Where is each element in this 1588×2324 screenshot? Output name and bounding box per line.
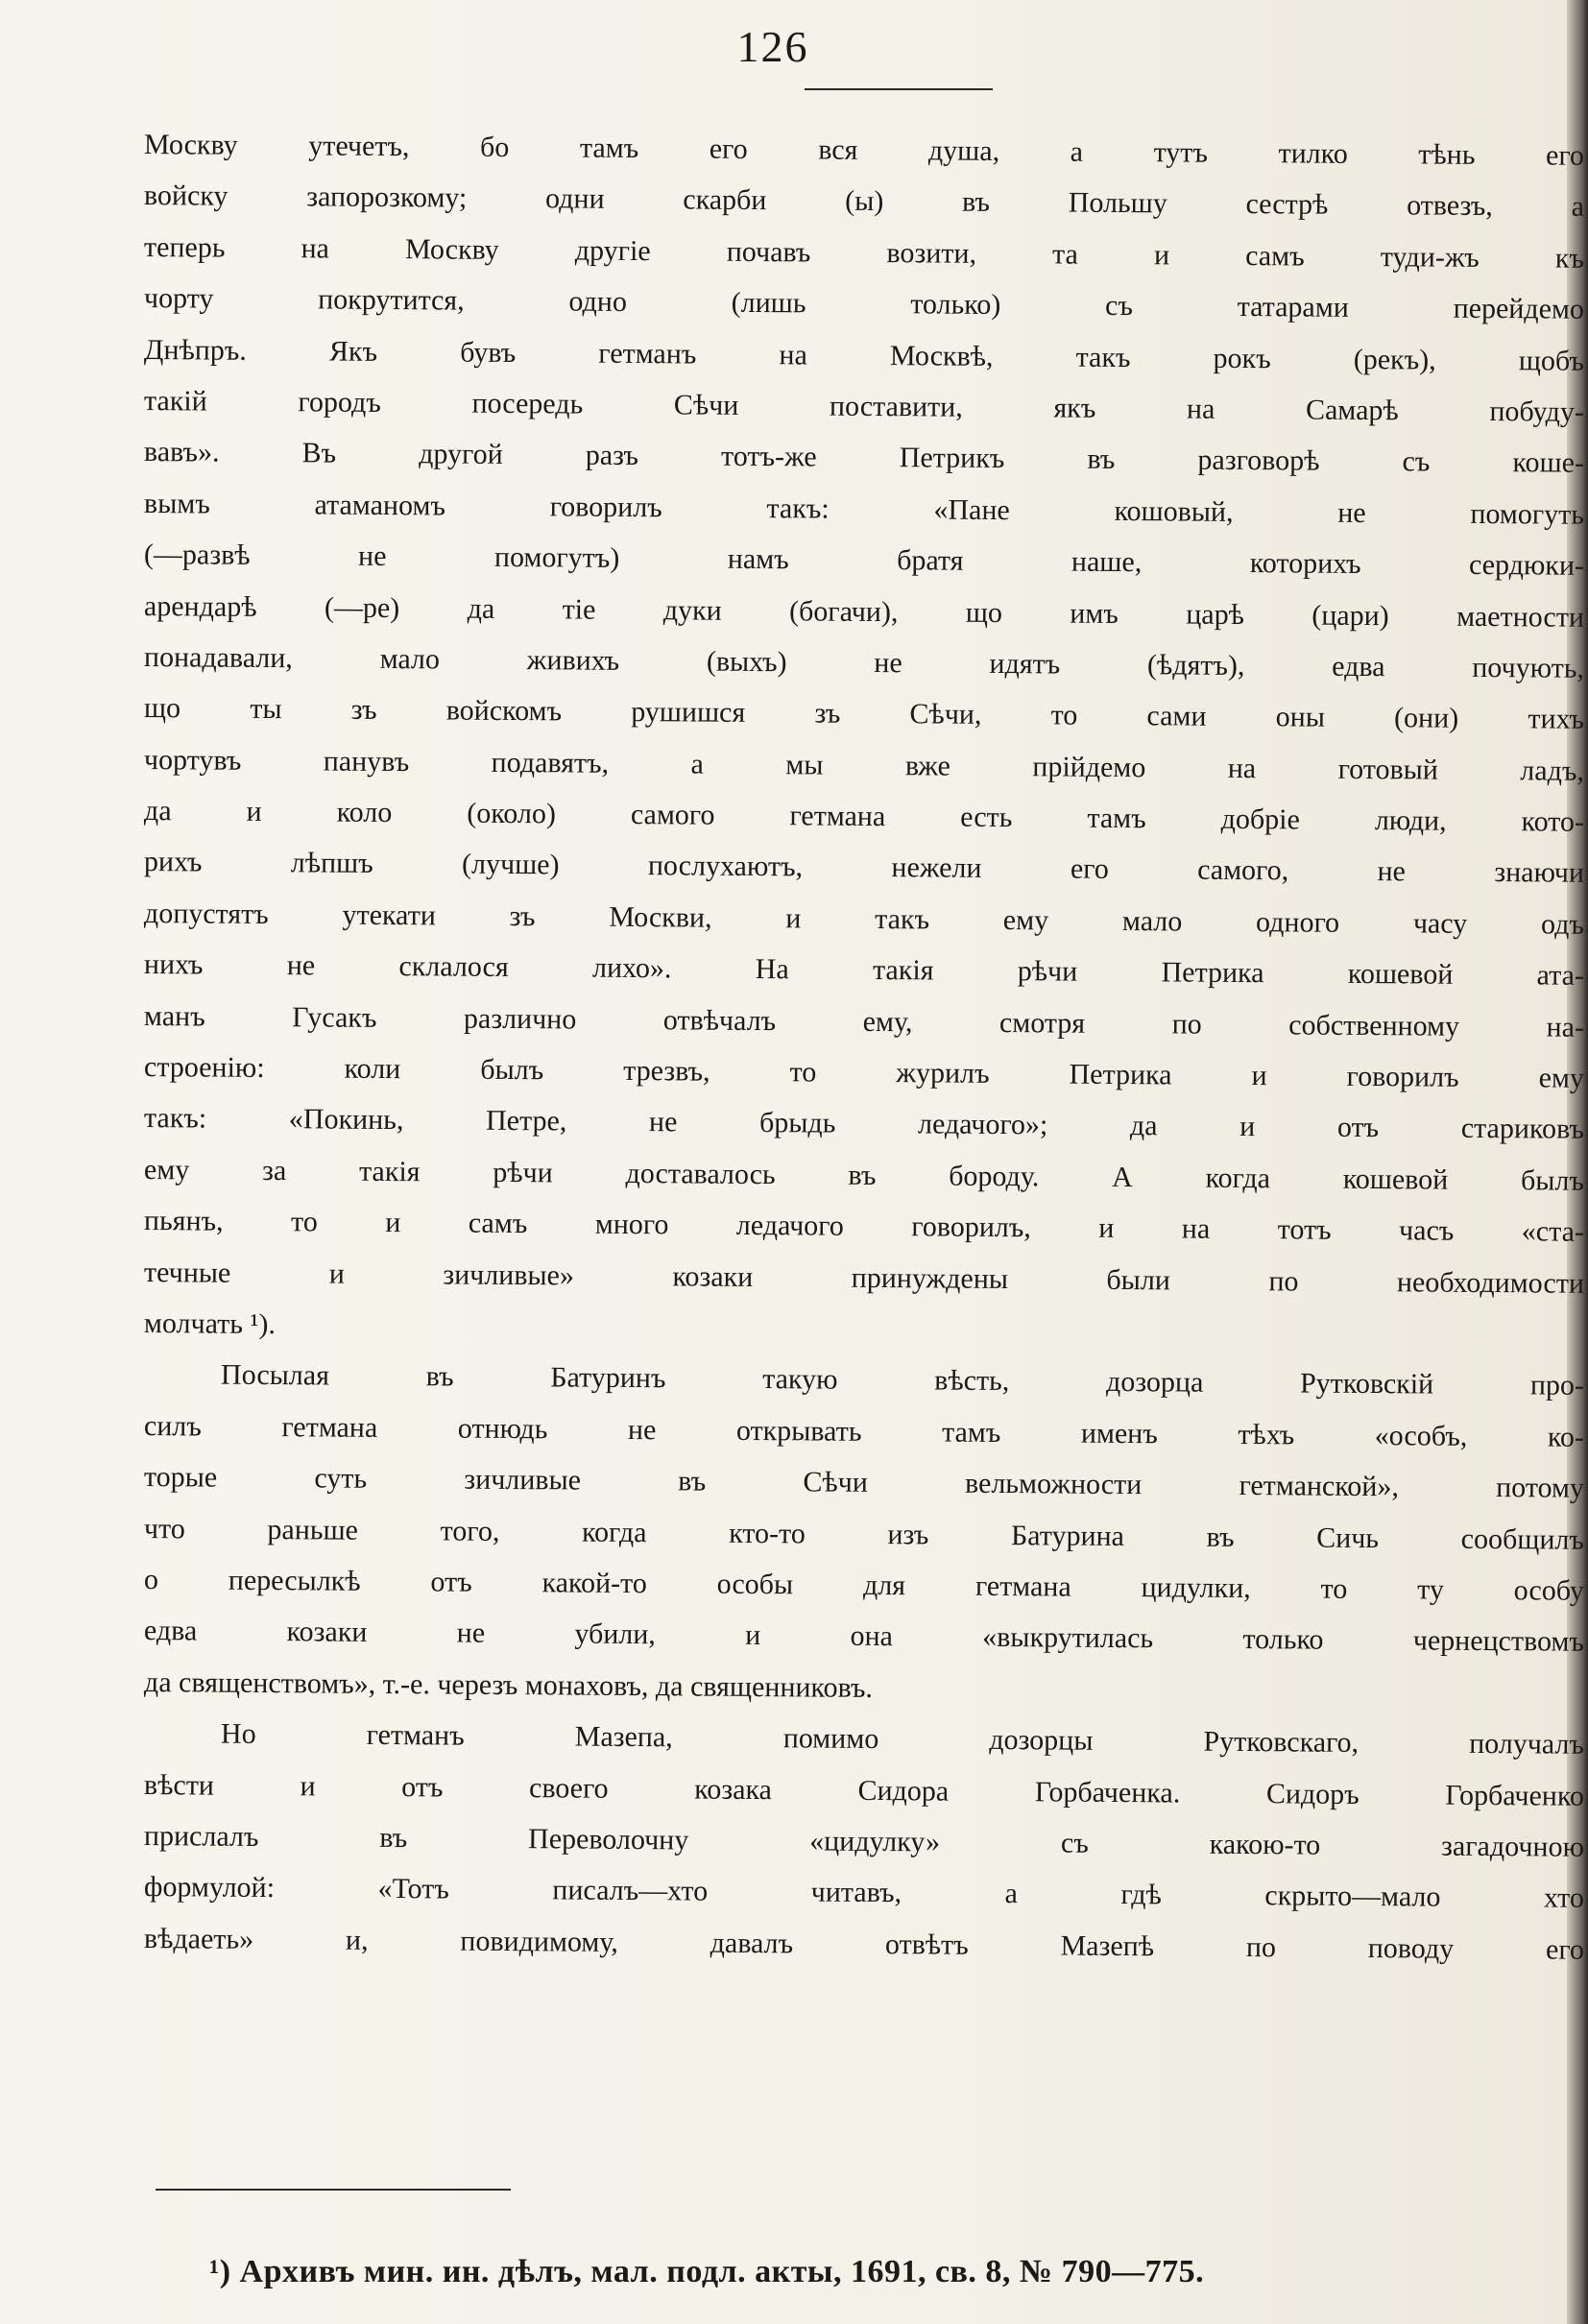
text-line: рихъ лѣпшъ (лучше) послухаютъ, нежели его самого, не знаючи — [143, 846, 1585, 890]
text-line: вѣдаеть» и, повидимому, давалъ отвѣтъ Мазепѣ по поводу его — [143, 1922, 1585, 1966]
text-line: силъ гетмана отнюдь не открывать тамъ именъ тѣхъ «особъ, ко- — [143, 1409, 1585, 1453]
text-line: формулой: «Тотъ писалъ—хто читавъ, а гдѣ скрыто—мало хто — [143, 1871, 1585, 1915]
text-line: що ты зъ войскомъ рушишся зъ Сѣчи, то сами оны (они) тихъ — [143, 692, 1585, 736]
text-line: молчать ¹). — [143, 1306, 277, 1341]
text-line: прислалъ въ Переволочну «цидулку» съ какою-то загадочною — [143, 1819, 1585, 1863]
text-line: нихъ не склалося лихо». На такія рѣчи Петрика кошевой ата- — [143, 948, 1585, 993]
text-line: едва козаки не убили, и она «выкрутилась только чернецствомъ — [143, 1615, 1585, 1659]
header-rule — [805, 88, 993, 90]
text-line: манъ Гусакъ различно отвѣчалъ ему, смотря по собственному на- — [143, 999, 1585, 1043]
text-line: да священствомъ», т.-е. черезъ монаховъ, да священниковъ. — [143, 1665, 874, 1704]
text-line: торые суть зичливые въ Сѣчи вельможности гетманской», потому — [143, 1461, 1585, 1504]
text-line: войску запорозкому; одни скарби (ы) въ Польшу сестрѣ отвезъ, а — [143, 180, 1585, 224]
text-line: Днѣпръ. Якъ бувъ гетманъ на Москвѣ, такъ рокъ (рекъ), щобъ — [143, 333, 1585, 377]
text-line: течные и зичливые» козаки принуждены были по необходимости — [143, 1256, 1585, 1300]
text-line: такъ: «Покинь, Петре, не брыдь ледачого»; да и отъ стариковъ — [143, 1102, 1585, 1146]
text-line: ему за такія рѣчи доставалось въ бороду. А когда кошевой былъ — [143, 1153, 1585, 1197]
text-line: допустятъ утекати зъ Москви, и такъ ему мало одного часу одъ — [143, 897, 1585, 941]
text-line: такій городъ посередь Сѣчи поставити, якъ на Самарѣ побуду- — [143, 384, 1585, 428]
footnote-rule — [156, 2189, 511, 2191]
footnote: ¹) Архивъ мин. ин. дѣлъ, мал. подл. акты, 1691, св. 8, № 790—775. — [209, 2254, 1205, 2289]
text-line: вавъ». Въ другой разъ тотъ-же Петрикъ въ разговорѣ съ коше- — [143, 436, 1585, 480]
text-line: арендарѣ (—ре) да тіе дуки (богачи), що имъ царѣ (цари) маетности — [143, 589, 1585, 634]
text-line: пьянъ, то и самъ много ледачого говорилъ, и на тотъ часъ «ста- — [143, 1205, 1585, 1248]
text-line: чорту покрутится, одно (лишь только) съ татарами перейдемо — [143, 282, 1585, 325]
text-line: понадавали, мало живихъ (выхъ) не идятъ (ѣдятъ), едва почують, — [143, 640, 1585, 684]
text-line: что раньше того, когда кто-то изъ Батурина въ Сичь сообщилъ — [143, 1512, 1585, 1556]
text-line: о пересылкѣ отъ какой-то особы для гетмана цидулки, то ту особу — [143, 1563, 1585, 1607]
text-line: строенію: коли былъ трезвъ, то журилъ Петрика и говорилъ ему — [143, 1051, 1585, 1094]
text-line: чортувъ панувъ подавятъ, а мы вже прійдемо на готовый ладъ, — [143, 743, 1585, 787]
text-line: Посылая въ Батуринъ такую вѣсть, дозорца Рутковскій про- — [220, 1359, 1585, 1402]
text-line: да и коло (около) самого гетмана есть тамъ добріе люди, кото- — [143, 795, 1585, 838]
text-line: вѣсти и отъ своего козака Сидора Горбаченка. Сидоръ Горбаченко — [143, 1768, 1585, 1812]
page-number: 126 — [736, 22, 809, 71]
text-line: вымъ атаманомъ говорилъ такъ: «Пане кошовый, не помогуть — [143, 487, 1585, 531]
body-text — [144, 119, 1584, 1964]
text-line: теперь на Москву другіе почавъ возити, та и самъ туди-жъ къ — [143, 230, 1585, 275]
text-line: (—развѣ не помогутъ) намъ братя наше, которихъ сердюки- — [143, 539, 1585, 582]
text-line: Москву утечетъ, бо тамъ его вся душа, а тутъ тилко тѣнь его — [143, 129, 1585, 172]
text-line: Но гетманъ Мазепа, помимо дозорцы Рутковскаго, получалъ — [220, 1717, 1585, 1761]
